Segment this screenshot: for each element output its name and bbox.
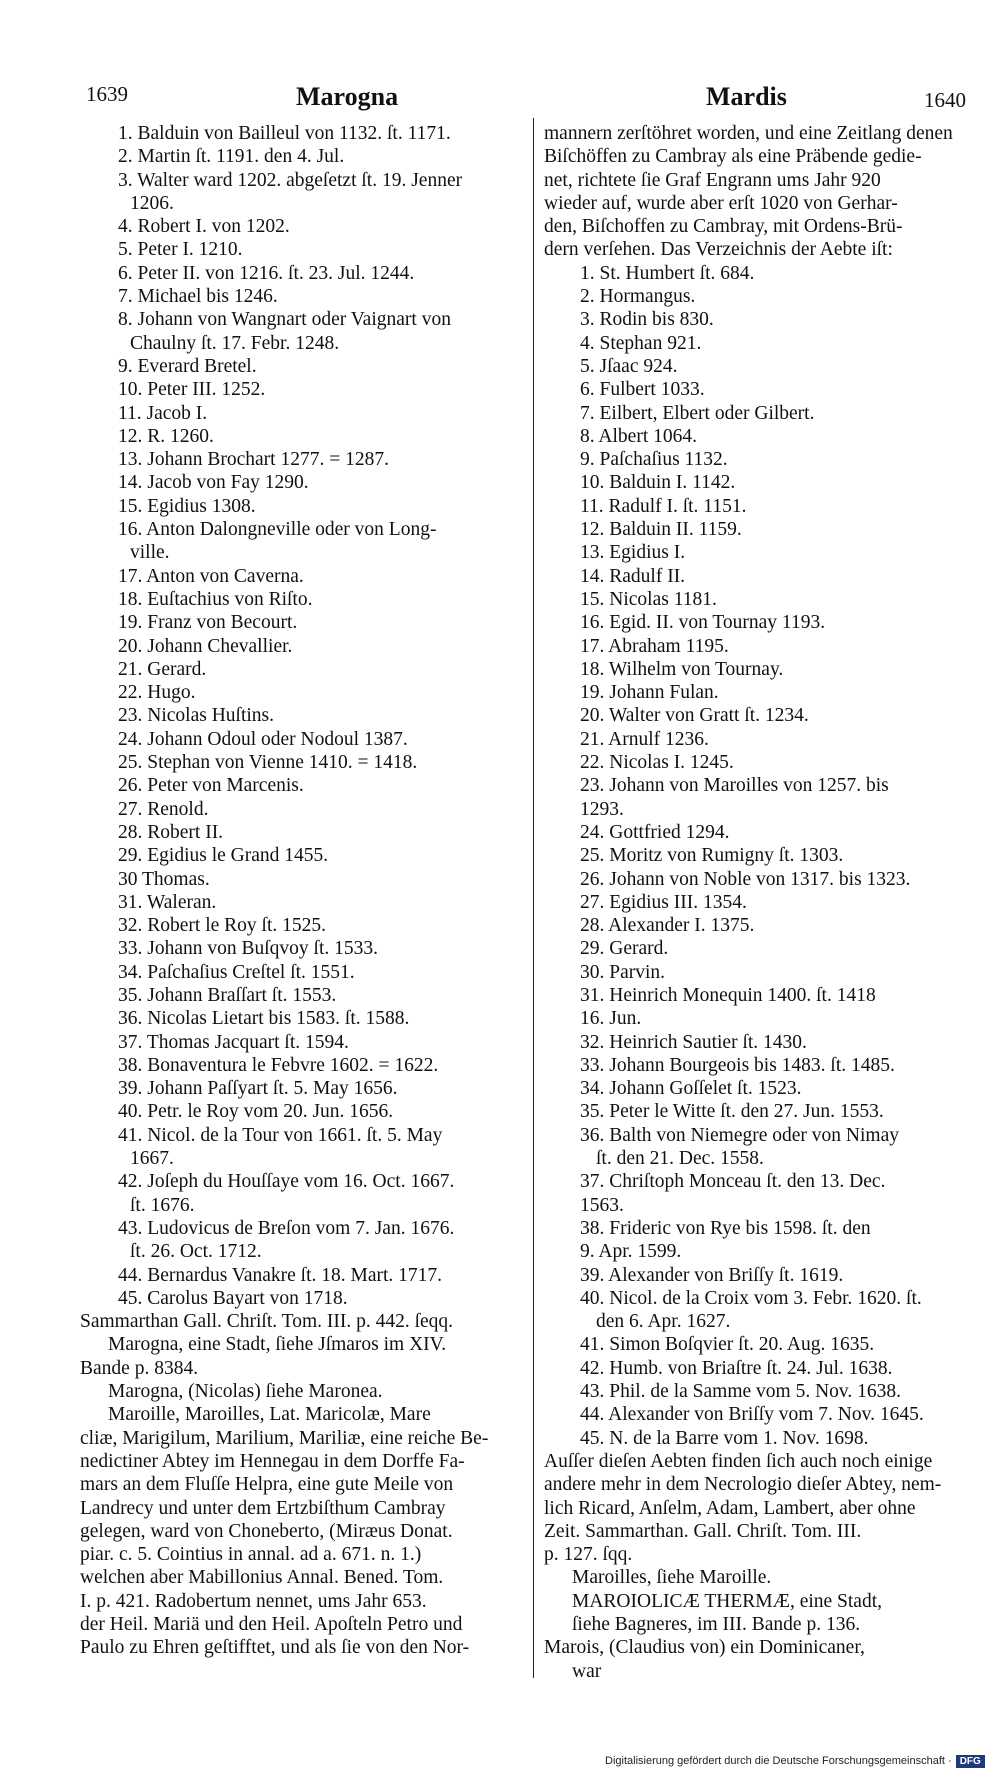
running-head — [86, 82, 966, 122]
left-column-line: 40. Petr. le Roy vom 20. Jun. 1656. — [118, 1101, 394, 1123]
left-column-line: Marogna, eine Stadt, ſiehe Jſmaros im XIV. — [108, 1334, 447, 1356]
left-column-line: 22. Hugo. — [118, 682, 196, 704]
right-column-line: 36. Balth von Niemegre oder von Nimay — [580, 1124, 899, 1146]
left-column-line: 11. Jacob I. — [118, 402, 208, 424]
left-column-line: nedictiner Abtey im Hennegau in dem Dorffe Fa- — [80, 1450, 465, 1472]
right-column-line: Maroilles, ſiehe Maroille. — [572, 1567, 772, 1589]
left-column-line: 1206. — [130, 192, 174, 214]
right-column-line: 21. Arnulf 1236. — [580, 728, 709, 750]
right-column-line: 14. Radulf II. — [580, 565, 686, 587]
left-column-line: 1. Balduin von Bailleul von 1132. ſt. 1171. — [118, 123, 451, 144]
right-column-line: andere mehr in dem Necrologio dieſer Abtey, nem- — [544, 1474, 942, 1496]
right-column-line: 15. Nicolas 1181. — [580, 588, 717, 610]
left-column-line: 33. Johann von Buſqvoy ſt. 1533. — [118, 938, 379, 960]
left-column-line: 37. Thomas Jacquart ſt. 1594. — [118, 1031, 349, 1053]
right-column-line: 1293. — [580, 798, 624, 820]
right-column-line: 17. Abraham 1195. — [580, 635, 729, 657]
right-column-line: mannern zerſtöhret worden, und eine Zeitlang denen — [544, 123, 953, 144]
left-column-line: ſt. 26. Oct. 1712. — [130, 1241, 262, 1263]
right-column-line: 28. Alexander I. 1375. — [580, 915, 755, 937]
left-column-line: 3. Walter ward 1202. abgeſetzt ſt. 19. Jenner — [118, 169, 463, 191]
right-column-line: 40. Nicol. de la Croix vom 3. Febr. 1620. ſt. — [580, 1287, 922, 1309]
right-column-line: 22. Nicolas I. 1245. — [580, 752, 734, 774]
right-column-line: 39. Alexander von Briſſy ſt. 1619. — [580, 1264, 844, 1286]
right-column-line: 8. Albert 1064. — [580, 425, 697, 447]
left-column-line: 39. Johann Paſſyart ſt. 5. May 1656. — [118, 1078, 398, 1100]
left-column-line: 5. Peter I. 1210. — [118, 239, 243, 261]
right-column-line: 37. Chriſtoph Monceau ſt. den 13. Dec. — [580, 1171, 886, 1193]
left-column-line: 30 Thomas. — [118, 868, 210, 890]
left-column-line: 42. Joſeph du Houſſaye vom 16. Oct. 1667. — [118, 1171, 455, 1193]
left-column-line: 35. Johann Braſſart ſt. 1553. — [118, 984, 337, 1006]
left-column-line: 8. Johann von Wangnart oder Vaignart von — [118, 309, 451, 331]
left-column-line: 13. Johann Brochart 1277. = 1287. — [118, 449, 389, 471]
left-column-line: 28. Robert II. — [118, 821, 224, 843]
right-column-line: 18. Wilhelm von Tournay. — [580, 658, 784, 680]
right-column-line: 4. Stephan 921. — [580, 332, 702, 354]
right-column-line: 1. St. Humbert ſt. 684. — [580, 262, 755, 284]
right-column-line: 7. Eilbert, Elbert oder Gilbert. — [580, 402, 815, 424]
right-column-line: 30. Parvin. — [580, 961, 666, 983]
left-column-line: 10. Peter III. 1252. — [118, 379, 266, 401]
right-column — [544, 122, 969, 1683]
left-column-line: 32. Robert le Roy ſt. 1525. — [118, 915, 326, 937]
right-column-line: 16. Egid. II. von Tournay 1193. — [580, 612, 826, 634]
right-column-line: Biſchöffen zu Cambray als eine Präbende gedie- — [544, 146, 922, 168]
right-column-line: ſiehe Bagneres, im III. Bande p. 136. — [572, 1614, 861, 1635]
left-column-line: der Heil. Mariä und den Heil. Apoſteln Petro und — [80, 1614, 463, 1635]
left-column-line: mars an dem Fluſſe Helpra, eine gute Meile von — [80, 1474, 454, 1496]
left-column-line: 2. Martin ſt. 1191. den 4. Jul. — [118, 146, 345, 168]
right-column-line: 16. Jun. — [580, 1008, 642, 1030]
right-column-line: 34. Johann Goſſelet ſt. 1523. — [580, 1078, 802, 1100]
column-divider — [533, 118, 534, 1678]
page-number-right: 1640 — [924, 88, 966, 112]
right-column-line: 3. Rodin bis 830. — [580, 309, 714, 331]
right-column-line: 11. Radulf I. ſt. 1151. — [580, 495, 747, 517]
left-column-line: gelegen, ward von Choneberto, (Miræus Donat. — [80, 1520, 453, 1542]
left-column-line: 34. Paſchaſius Creſtel ſt. 1551. — [118, 961, 355, 983]
right-column-line: 9. Paſchaſius 1132. — [580, 449, 728, 471]
right-column-line: 42. Humb. von Briaſtre ſt. 24. Jul. 1638. — [580, 1357, 893, 1379]
left-column-line: 4. Robert I. von 1202. — [118, 216, 290, 238]
left-column-line: I. p. 421. Radobertum nennet, ums Jahr 653. — [80, 1590, 427, 1612]
right-column-line: 6. Fulbert 1033. — [580, 379, 705, 401]
left-column-line: 12. R. 1260. — [118, 425, 214, 447]
right-column-line: 2. Hormangus. — [580, 286, 696, 308]
left-column-line: Chaulny ſt. 17. Febr. 1248. — [130, 332, 340, 354]
right-column-line: 33. Johann Bourgeois bis 1483. ſt. 1485. — [580, 1054, 895, 1076]
right-column-line: 45. N. de la Barre vom 1. Nov. 1698. — [580, 1427, 869, 1449]
right-column-line: 31. Heinrich Monequin 1400. ſt. 1418 — [580, 984, 876, 1006]
right-column-line: 23. Johann von Maroilles von 1257. bis — [580, 775, 889, 797]
left-column-line: Sammarthan Gall. Chriſt. Tom. III. p. 442. ſeqq. — [80, 1311, 454, 1333]
left-column-line: 31. Waleran. — [118, 891, 217, 913]
left-column-line: 18. Euſtachius von Riſto. — [118, 588, 313, 610]
left-column-line: ſt. 1676. — [130, 1194, 195, 1216]
left-column-line: 21. Gerard. — [118, 658, 207, 680]
left-column-line: ville. — [130, 542, 170, 564]
left-column-line: 14. Jacob von Fay 1290. — [118, 472, 309, 494]
page-number-left: 1639 — [86, 82, 128, 106]
left-column — [80, 122, 524, 1660]
right-column-line: 27. Egidius III. 1354. — [580, 891, 747, 913]
right-column-line: 25. Moritz von Rumigny ſt. 1303. — [580, 845, 844, 867]
left-column-line: 41. Nicol. de la Tour von 1661. ſt. 5. May — [118, 1124, 443, 1146]
credit-text: Digitalisierung gefördert durch die Deutsche Forschungsgemeinschaft · — [605, 1755, 952, 1767]
left-column-line: 19. Franz von Becourt. — [118, 612, 298, 634]
right-column-line: Marois, (Claudius von) ein Dominicaner, — [544, 1637, 865, 1659]
right-column-line: war — [572, 1660, 602, 1682]
left-column-line: 27. Renold. — [118, 798, 209, 820]
left-column-line: 17. Anton von Caverna. — [118, 565, 304, 587]
left-column-line: 44. Bernardus Vanakre ſt. 18. Mart. 1717. — [118, 1264, 443, 1286]
right-column-line: 10. Balduin I. 1142. — [580, 472, 736, 494]
left-column-line: 15. Egidius 1308. — [118, 495, 256, 517]
right-column-line: 41. Simon Boſqvier ſt. 20. Aug. 1635. — [580, 1334, 875, 1356]
right-column-line: dern verſehen. Das Verzeichnis der Aebte iſt: — [544, 239, 893, 261]
left-column-line: 23. Nicolas Huſtins. — [118, 705, 274, 727]
left-column-line: 24. Johann Odoul oder Nodoul 1387. — [118, 728, 408, 750]
left-column-line: Landrecy und unter dem Ertzbiſthum Cambray — [80, 1497, 446, 1519]
left-column-line: welchen aber Mabillonius Annal. Bened. Tom. — [80, 1567, 444, 1589]
left-column-line: piar. c. 5. Cointius in annal. ad a. 671. n. 1.) — [80, 1544, 422, 1566]
catchword-right: Mardis — [706, 82, 787, 111]
right-column-line: 44. Alexander von Briſſy vom 7. Nov. 1645. — [580, 1404, 924, 1426]
left-column-line: 20. Johann Chevallier. — [118, 635, 293, 657]
right-column-line: 20. Walter von Gratt ſt. 1234. — [580, 705, 809, 727]
left-column-line: 43. Ludovicus de Breſon vom 7. Jan. 1676. — [118, 1217, 455, 1239]
digitization-credit — [605, 1755, 985, 1768]
right-column-line: 5. Jſaac 924. — [580, 355, 678, 377]
left-column-line: Bande p. 8384. — [80, 1357, 199, 1379]
right-column-line: 43. Phil. de la Samme vom 5. Nov. 1638. — [580, 1381, 902, 1403]
left-column-line: 9. Everard Bretel. — [118, 355, 257, 377]
catchword-left: Marogna — [296, 82, 399, 111]
right-column-line: den 6. Apr. 1627. — [596, 1311, 731, 1333]
right-column-line: p. 127. ſqq. — [544, 1544, 633, 1566]
right-column-line: net, richtete ſie Graf Engrann ums Jahr 920 — [544, 169, 881, 191]
left-column-line: 7. Michael bis 1246. — [118, 286, 278, 308]
left-column-line: Marogna, (Nicolas) ſiehe Maronea. — [108, 1381, 383, 1403]
right-column-line: 32. Heinrich Sautier ſt. 1430. — [580, 1031, 807, 1053]
left-column-line: cliæ, Marigilum, Marilium, Mariliæ, eine reiche Be- — [80, 1427, 489, 1449]
left-column-line: Paulo zu Ehren geſtifftet, und als ſie von den Nor- — [80, 1637, 470, 1659]
left-column-line: 26. Peter von Marcenis. — [118, 775, 304, 797]
right-column-line: 35. Peter le Witte ſt. den 27. Jun. 1553. — [580, 1101, 884, 1123]
right-column-line: MAROIOLICÆ THERMÆ, eine Stadt, — [572, 1590, 883, 1612]
dfg-logo: DFG — [956, 1755, 985, 1768]
right-column-line: 1563. — [580, 1194, 624, 1216]
right-column-line: Auſſer dieſen Aebten finden ſich auch noch einige — [544, 1450, 933, 1472]
left-column-line: 45. Carolus Bayart von 1718. — [118, 1287, 348, 1309]
left-column-line: 36. Nicolas Lietart bis 1583. ſt. 1588. — [118, 1008, 410, 1030]
right-column-line: 38. Frideric von Rye bis 1598. ſt. den — [580, 1217, 871, 1239]
left-column-line: 38. Bonaventura le Febvre 1602. = 1622. — [118, 1054, 439, 1076]
right-column-line: 12. Balduin II. 1159. — [580, 519, 742, 541]
left-column-line: 1667. — [130, 1148, 174, 1170]
right-column-line: ſt. den 21. Dec. 1558. — [596, 1148, 764, 1170]
right-column-line: 26. Johann von Noble von 1317. bis 1323. — [580, 868, 911, 890]
left-column-line: Maroille, Maroilles, Lat. Maricolæ, Mare — [108, 1404, 431, 1426]
left-column-line: 29. Egidius le Grand 1455. — [118, 845, 329, 867]
right-column-line: Zeit. Sammarthan. Gall. Chriſt. Tom. III. — [544, 1520, 862, 1542]
right-column-line: 13. Egidius I. — [580, 542, 686, 564]
left-column-line: 25. Stephan von Vienne 1410. = 1418. — [118, 752, 418, 774]
left-column-line: 6. Peter II. von 1216. ſt. 23. Jul. 1244. — [118, 262, 415, 284]
right-column-line: 29. Gerard. — [580, 938, 669, 960]
right-column-line: 24. Gottfried 1294. — [580, 821, 730, 843]
right-column-line: 19. Johann Fulan. — [580, 682, 719, 704]
right-column-line: 9. Apr. 1599. — [580, 1241, 682, 1263]
right-column-line: wieder auf, wurde aber erſt 1020 von Gerhar- — [544, 192, 898, 214]
right-column-line: den, Biſchoffen zu Cambray, mit Ordens-Brü- — [544, 216, 903, 238]
right-column-line: lich Ricard, Anſelm, Adam, Lambert, aber ohne — [544, 1497, 916, 1519]
left-column-line: 16. Anton Dalongneville oder von Long- — [118, 519, 437, 541]
